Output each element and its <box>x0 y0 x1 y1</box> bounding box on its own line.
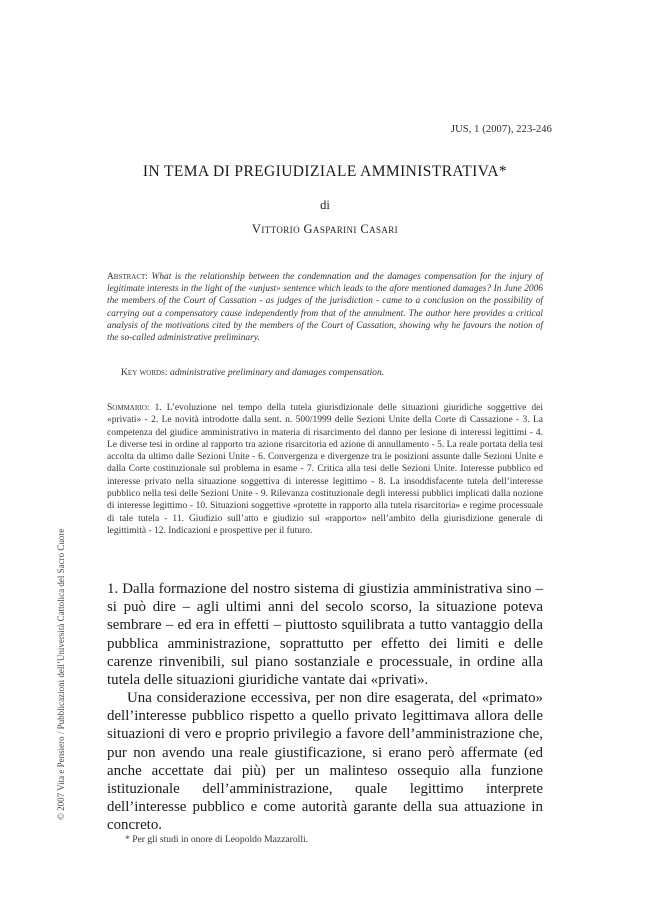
by-line: di <box>320 198 330 212</box>
keywords-label: Key words: <box>121 367 171 378</box>
summary <box>107 402 543 537</box>
summary-label: Sommario: <box>107 403 155 413</box>
copyright-side-note: © 2007 Vita e Pensiero / Pubblicazioni dell’Università Cattolica del Sacro Cuore <box>56 528 66 820</box>
keywords-text: administrative preliminary and damages compensation. <box>170 367 385 378</box>
summary-text: 1. L’evoluzione nel tempo della tutela giurisdizionale delle situazioni giuridiche soggettive dei «privati» - 2. Le novità introdotte dalla sent. n. 500/1999 delle Sezioni Unite della Corte di Cassazione - 3. La competenza del giudice amministrativo in materia di risarcimento del danno per lesione di interessi legittimi - 4. Le diverse tesi in ordine al rapporto tra azione risarcitoria ed azione di annullamento - 5. La reale portata della tesi accolta da ultimo dalle Sezioni Unite - 6. Convergenza e divergenze tra le posizioni assunte dalle Sezioni Unite e dalla Corte costituzionale sul problema in esame - 7. Critica alla tesi delle Sezioni Unite. Interesse pubblico ed interesse privato nella situazione soggettiva di interesse legittimo - 8. La insoddisfacente tutela dell’interesse pubblico nella tesi delle Sezioni Unite - 9. Rilevanza costituzionale degli interessi pubblici implicati dalla nozione di interesse legittimo - 10. Situazioni soggettive «protette in rapporto alla tutela risarcitoria» e regime processuale di tale tutela - 11. Giudizio sull’atto e giudizio sul «rapporto» nell’ambito della giurisdizione generale di legittimità - 12. Indicazioni e prospettive per il futuro. <box>107 403 543 536</box>
journal-reference: JUS, 1 (2007), 223-246 <box>450 124 552 135</box>
body-paragraph-1: 1. Dalla formazione del nostro sistema di giustizia amministrativa sino – si può dire – agli ultimi anni del secolo scorso, la situazione poteva sembrare – ed era in effetti – piuttosto squilibrata a tutto vantaggio della pubblica amministrazione, soprattutto per effetto dei limiti e delle carenze rinvenibili, sul piano sostanziale e processuale, in ordine alla tutela delle situazioni giuridiche vantate dai «privati». <box>107 581 543 689</box>
keywords <box>121 367 541 378</box>
author-name: Vittorio Gasparini Casari <box>251 222 399 236</box>
body-paragraph-2: Una considerazione eccessiva, per non dire esagerata, del «primato» dell’interesse pubblico rispetto a quello privato legittimava allora delle situazioni di vero e proprio privilegio a favore dell’amministrazione che, pur non avendo una reale giustificazione, si erano però affermate (ed anche accettate dai più) per un malinteso ossequio alla funzione istituzionale dell’amministrazione, quale legittimo interprete dell’interesse pubblico e come autorità garante della sua attuazione in concreto. <box>107 690 543 834</box>
footnote: * Per gli studi in onore di Leopoldo Mazzarolli. <box>125 834 309 845</box>
article-title: IN TEMA DI PREGIUDIZIALE AMMINISTRATIVA* <box>142 163 508 180</box>
abstract-text: What is the relationship between the condemnation and the damages compensation for the injury of legitimate interests in the light of the «unjust» sentence which leads to the afore mentioned damages? In June 2006 the members of the Court of Cassation - as judges of the jurisdiction - came to a conclusion on the possibility of carrying out a compensatory cause independently from that of the annulment. The author here provides a critical analysis of the motivations cited by the members of the Court of Cassation, showing why he favours the notion of the so-called administrative preliminary. <box>107 272 543 344</box>
abstract-label: Abstract: <box>107 272 152 282</box>
abstract <box>107 271 543 344</box>
